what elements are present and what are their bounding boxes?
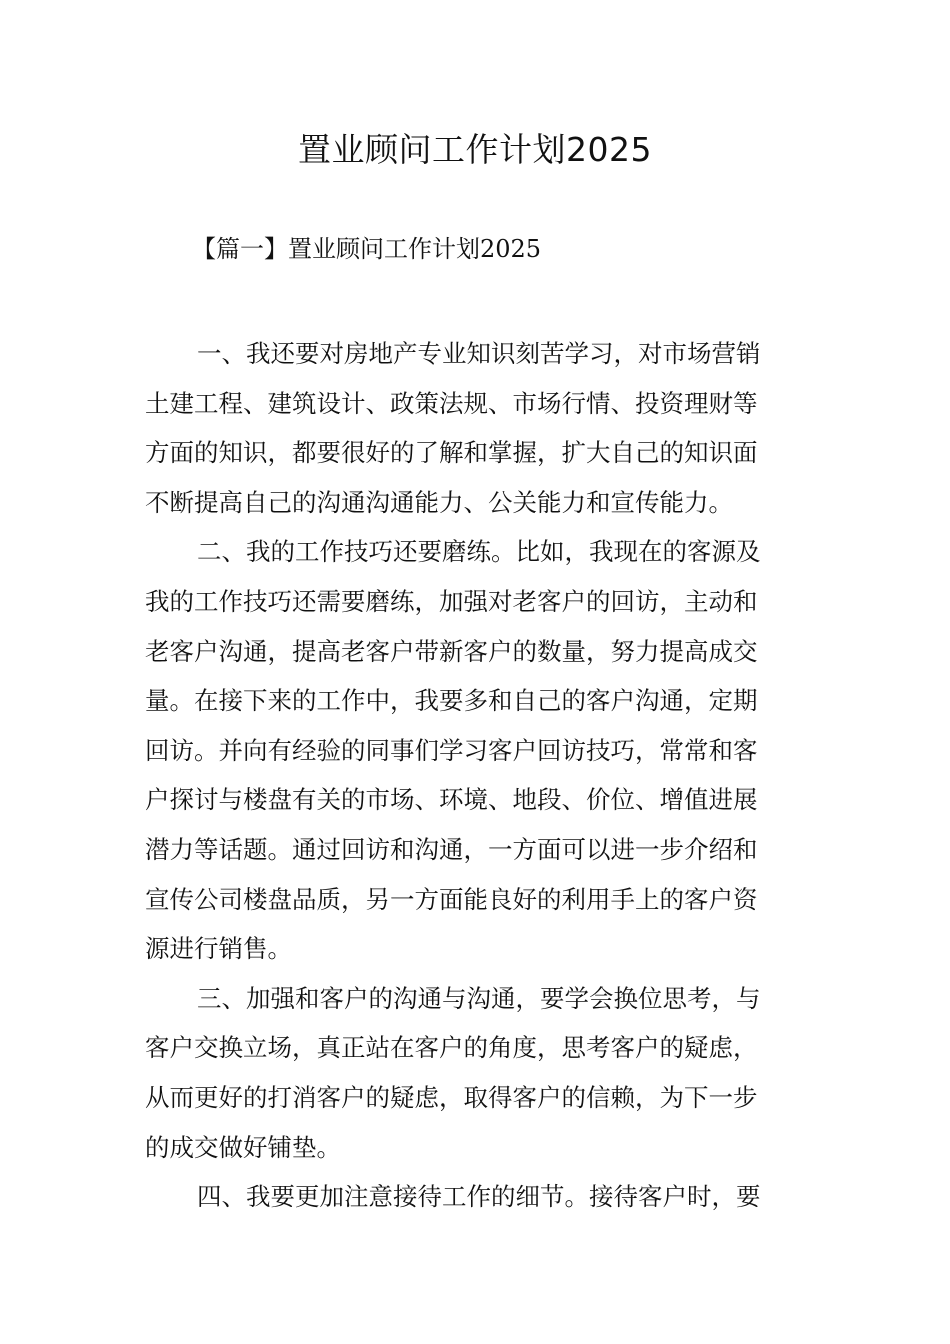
text-line: 回访。并向有经验的同事们学习客户回访技巧，常常和客: [145, 735, 758, 765]
text-line: 客户交换立场，真正站在客户的角度，思考客户的疑虑，: [145, 1033, 758, 1063]
text-line: 潜力等话题。通过回访和沟通，一方面可以进一步介绍和: [145, 834, 758, 864]
document-title: 置业顾问工作计划2025: [298, 130, 652, 169]
text-line: 的成交做好铺垫。: [145, 1132, 341, 1162]
text-line: 不断提高自己的沟通沟通能力、公关能力和宣传能力。: [145, 487, 733, 517]
text-line: 从而更好的打消客户的疑虑，取得客户的信赖，为下一步: [145, 1082, 758, 1112]
paragraph-3: [145, 974, 815, 1172]
text-line: 量。在接下来的工作中，我要多和自己的客户沟通，定期: [145, 686, 758, 716]
text-line: 方面的知识，都要很好的了解和掌握，扩大自己的知识面: [145, 438, 758, 468]
text-line: 四、我要更加注意接待工作的细节。接待客户时，要: [197, 1182, 761, 1212]
paragraph-4: [145, 1172, 815, 1222]
text-line: 老客户沟通，提高老客户带新客户的数量，努力提高成交: [145, 636, 758, 666]
section-heading: 【篇一】置业顾问工作计划2025: [192, 235, 542, 263]
paragraph-2: [145, 527, 815, 973]
text-line: 一、我还要对房地产专业知识刻苦学习，对市场营销: [197, 339, 761, 368]
paragraph-1: [145, 329, 815, 527]
text-line: 土建工程、建筑设计、政策法规、市场行情、投资理财等: [145, 388, 758, 418]
text-line: 宣传公司楼盘品质，另一方面能良好的利用手上的客户资: [145, 884, 758, 914]
text-line: 二、我的工作技巧还要磨练。比如，我现在的客源及: [197, 537, 761, 567]
text-line: 户探讨与楼盘有关的市场、环境、地段、价位、增值进展: [145, 785, 758, 815]
document-body: [145, 329, 815, 1222]
text-line: 源进行销售。: [145, 934, 292, 964]
text-line: 三、加强和客户的沟通与沟通，要学会换位思考，与: [197, 983, 761, 1013]
text-line: 我的工作技巧还需要磨练，加强对老客户的回访，主动和: [145, 586, 758, 616]
